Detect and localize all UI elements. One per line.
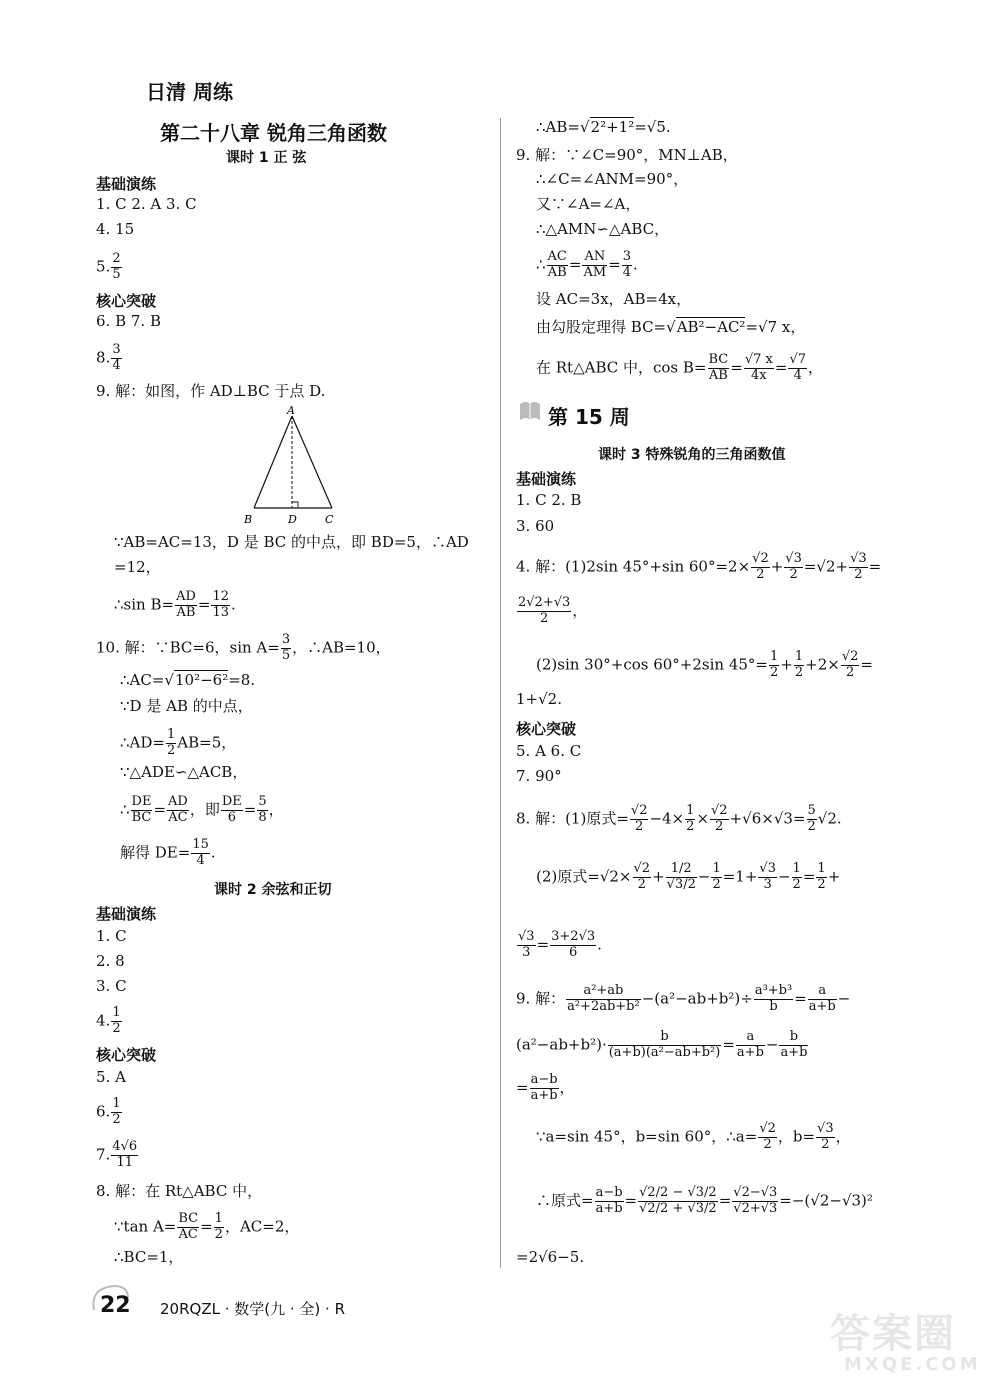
answer-line: 1. C 2. B [516,491,582,509]
answer-line: 1+√2. [516,690,562,708]
answer-line: ∴ $\frac{DE}{BC}$ = $\frac{AD}{AC}$ ，即 $\frac{DE}{6}$ = $\frac{5}{8}$ ， [120,794,284,825]
vertex-label: C [325,513,334,526]
answer-line: =2√6−5. [516,1248,585,1266]
fraction: $\frac{√7}{4}$ [789,352,806,383]
fraction: $\frac{√3}{2}$ [850,551,867,582]
compound-fraction: $\frac{1/2}{√3/2}$ [666,861,696,892]
fraction: $\frac{3}{4}$ [622,249,632,280]
section-core: 核心突破 [96,1046,157,1064]
fraction: $\frac{√2-√3}{√2+√3}$ [733,1185,778,1216]
answer-line: 4. 解：(1)2sin 45°+sin 60°=2× $\frac{√2}{2}$ + $\frac{√3}{2}$ =√2+ $\frac{√3}{2}$ = [516,551,882,582]
fraction: $\frac{AD}{AB}$ [176,589,196,620]
answer-line: ∵a=sin 45°，b=sin 60°，∴a= $\frac{√2}{2}$ ，b= $\frac{√3}{2}$ ， [536,1121,851,1152]
fraction: $\frac{1}{2}$ [112,1096,121,1127]
radicand: 2²+1² [590,118,635,136]
fraction: $\frac{√3}{2}$ [817,1121,834,1152]
week-title: 第 15 周 [548,405,630,429]
answer-line: 5. A [96,1068,126,1086]
vertex-label: D [288,513,297,526]
fraction: $\frac{√2}{2}$ [841,649,859,680]
answer-line: 8. 解：(1)原式= $\frac{√2}{2}$ −4× $\frac{1}{2}$ × $\frac{√2}{2}$ +√6×√3= $\frac{5}{2}$ √2. [516,803,842,834]
fraction: $\frac{√3}{3}$ [759,861,776,892]
fraction: $\frac{1}{2}$ [166,727,176,758]
answer-line: ∴sin B= $\frac{AD}{AB}$ = $\frac{12}{13}$ . [114,589,236,620]
answer-line: ∴△AMN∽△ABC， [536,220,670,238]
answer-line: (2)原式=√2× $\frac{√2}{2}$ + $\frac{1/2}{√3/2}$ − $\frac{1}{2}$ =1+ $\frac{√3}{3}$ − $\frac{1}{2}$ = $\frac{1}{2}$ + [536,861,841,892]
fraction: $\frac{3}{4}$ [112,342,121,373]
answer-line: ∴AD= $\frac{1}{2}$ AB=5， [120,727,237,758]
section-core: 核心突破 [96,292,157,310]
fraction: $\frac{AC}{AB}$ [547,249,567,280]
fraction: $\frac{2}{5}$ [112,251,121,282]
triangle-diagram [236,402,346,526]
header-title: 日清 周练 [146,80,233,104]
answer-line: 设 AC=3x，AB=4x， [536,290,692,308]
answer-line: 1. C 2. A 3. C [96,195,197,213]
fraction: $\frac{15}{4}$ [192,837,209,868]
fraction: $\frac{√2}{2}$ [633,861,651,892]
answer-line: ∴AB=√2²+1²=√5. [536,118,671,136]
fraction: $\frac{a}{a+b}$ [736,1029,764,1060]
fraction: $\frac{b}{a+b}$ [780,1029,808,1060]
fraction: $\frac{1}{2}$ [712,861,721,892]
fraction: $\frac{AN}{AM}$ [583,249,607,280]
fraction: $\frac{DE}{6}$ [221,794,242,825]
compound-fraction: $\frac{√2/2 - √3/2}{√2/2 + √3/2}$ [639,1185,717,1216]
answer-line: (2)sin 30°+cos 60°+2sin 45°= $\frac{1}{2}$ + $\frac{1}{2}$ +2× $\frac{√2}{2}$ = [536,649,873,680]
page-number: 22 [100,1293,131,1318]
answer-line: ∴∠C=∠ANM=90°， [536,170,689,188]
fraction: $\frac{5}{8}$ [258,794,267,825]
answer-line: 5. A 6. C [516,742,582,760]
fraction: $\frac{4√6}{11}$ [112,1139,138,1170]
answer-line: =12， [114,558,161,576]
section-core: 核心突破 [516,720,577,738]
answer-line: 4. $\frac{1}{2}$ [96,1005,121,1036]
watermark-text: 答案圈 [830,1311,956,1357]
answer-line: 2. 8 [96,952,125,970]
answer-line: 4. 15 [96,220,135,238]
fraction: $\frac{√3}{3}$ [518,929,535,960]
watermark-logo [822,1302,992,1382]
fraction: $\frac{1}{2}$ [817,861,826,892]
fraction: $\frac{√2}{2}$ [711,803,728,834]
fraction: $\frac{1}{2}$ [792,861,801,892]
column-divider [500,118,501,1268]
lesson-2-title: 课时 2 余弦和正切 [214,882,332,898]
fraction: $\frac{1}{2}$ [112,1005,121,1036]
fraction: $\frac{3+2√3}{6}$ [551,929,596,960]
fraction: $\frac{√2}{2}$ [752,551,769,582]
answer-line: 6. $\frac{1}{2}$ [96,1096,121,1127]
answer-line: 3. 60 [516,517,555,535]
fraction: $\frac{\text{a³+b³}}{b}$ [754,983,793,1014]
fraction: $\frac{a}{a+b}$ [808,983,836,1014]
answer-line: ∵tan A= $\frac{BC}{AC}$ = $\frac{1}{2}$ ，AC=2， [114,1211,300,1242]
fraction: $\frac{1}{2}$ [214,1211,223,1242]
fraction: $\frac{b}{\text{(a+b)(a²−ab+b²)}}$ [608,1029,721,1060]
answer-line: 9. 解： $\frac{\text{a²+ab}}{\text{a²+2ab+b²}}$ −(a²−ab+b²)÷ $\frac{\text{a³+b³}}{b}$ = $\frac{a}{a+b}$ − [516,983,851,1014]
answer-line: 7. $\frac{4√6}{11}$ [96,1139,138,1170]
answer-line: 9. 解：∵∠C=90°，MN⊥AB， [516,146,738,164]
watermark-url: MXQE.COM [844,1354,981,1375]
answer-line: 5. $\frac{2}{5}$ [96,251,121,282]
answer-line: ∴BC=1， [114,1248,184,1266]
answer-line: 在 Rt△ABC 中，cos B= $\frac{BC}{AB}$ = $\frac{√7 x}{4x}$ = $\frac{√7}{4}$ ， [536,352,824,383]
answer-line: 10. 解：∵BC=6，sin A= $\frac{3}{5}$ ，∴AB=10， [96,632,391,663]
answer-line: 解得 DE= $\frac{15}{4}$ . [120,837,216,868]
answer-line: 9. 解：如图，作 AD⊥BC 于点 D. [96,382,326,400]
fraction: $\frac{a-b}{a+b}$ [595,1185,623,1216]
radicand: AB²−AC² [676,318,746,336]
fraction: $\frac{\text{a²+ab}}{\text{a²+2ab+b²}}$ [567,983,640,1014]
answer-line: ∵D 是 AB 的中点， [120,697,253,715]
answer-line: $\frac{2√2+√3}{2}$ ， [518,595,588,626]
chapter-title: 第二十八章 锐角三角函数 [160,121,387,145]
answer-line: ∵△ADE∽△ACB， [120,763,248,781]
fraction: $\frac{a-b}{a+b}$ [530,1072,558,1103]
answer-line: $\frac{√3}{3}$ = $\frac{3+2√3}{6}$ . [518,929,602,960]
vertex-label: A [287,404,295,417]
answer-line: ∴ $\frac{AC}{AB}$ = $\frac{AN}{AM}$ = $\frac{3}{4}$ . [536,249,638,280]
fraction: $\frac{1}{2}$ [770,649,779,680]
answer-line: 又∵∠A=∠A， [536,195,641,213]
fraction: $\frac{√3}{2}$ [785,551,802,582]
answer-line: 3. C [96,977,127,995]
answer-line: 8. 解：在 Rt△ABC 中， [96,1182,263,1200]
answer-line: ∴AC=√10²−6²=8. [120,671,256,689]
lesson-1-title: 课时 1 正 弦 [226,150,307,166]
fraction: $\frac{√7 x}{4x}$ [744,352,773,383]
fraction: $\frac{AD}{AC}$ [168,794,188,825]
lesson-3-title: 课时 3 特殊锐角的三角函数值 [598,447,786,463]
fraction: $\frac{5}{2}$ [807,803,816,834]
fraction: $\frac{BC}{AB}$ [708,352,729,383]
fraction: $\frac{1}{2}$ [794,649,804,680]
answer-line: 6. B 7. B [96,312,161,330]
fraction: $\frac{12}{13}$ [212,589,229,620]
section-basic: 基础演练 [96,905,157,923]
answer-line: 7. 90° [516,767,562,785]
section-basic: 基础演练 [516,470,577,488]
fraction: $\frac{√2}{2}$ [630,803,648,834]
answer-line: 由勾股定理得 BC=√AB²−AC²=√7 x， [536,318,806,336]
answer-line: 8. $\frac{3}{4}$ [96,342,121,373]
answer-line: (a²−ab+b²)· $\frac{b}{\text{(a+b)(a²−ab+b²)}}$ = $\frac{a}{a+b}$ − $\frac{b}{a+b}$ [516,1029,808,1060]
book-icon [517,398,543,424]
answer-line: 1. C [96,927,127,945]
vertex-label: B [244,513,253,526]
fraction: $\frac{1}{2}$ [686,803,695,834]
answer-line: = $\frac{a-b}{a+b}$ ， [516,1072,575,1103]
fraction: $\frac{2√2+√3}{2}$ [518,595,571,626]
footer-code: 20RQZL · 数学(九 · 全) · R [160,1300,345,1318]
fraction: $\frac{3}{5}$ [281,632,291,663]
answer-line: ∴原式= $\frac{a-b}{a+b}$ = $\frac{√2/2 - √3/2}{√2/2 + √3/2}$ = $\frac{√2-√3}{√2+√3}$ =−(√2−√3)² [536,1185,873,1216]
radicand: 10²−6² [174,671,229,689]
fraction: $\frac{BC}{AC}$ [178,1211,199,1242]
answer-line: ∵AB=AC=13，D 是 BC 的中点，即 BD=5，∴AD [114,533,469,551]
fraction: $\frac{DE}{BC}$ [131,794,152,825]
section-basic: 基础演练 [96,175,157,193]
fraction: $\frac{√2}{2}$ [759,1121,776,1152]
